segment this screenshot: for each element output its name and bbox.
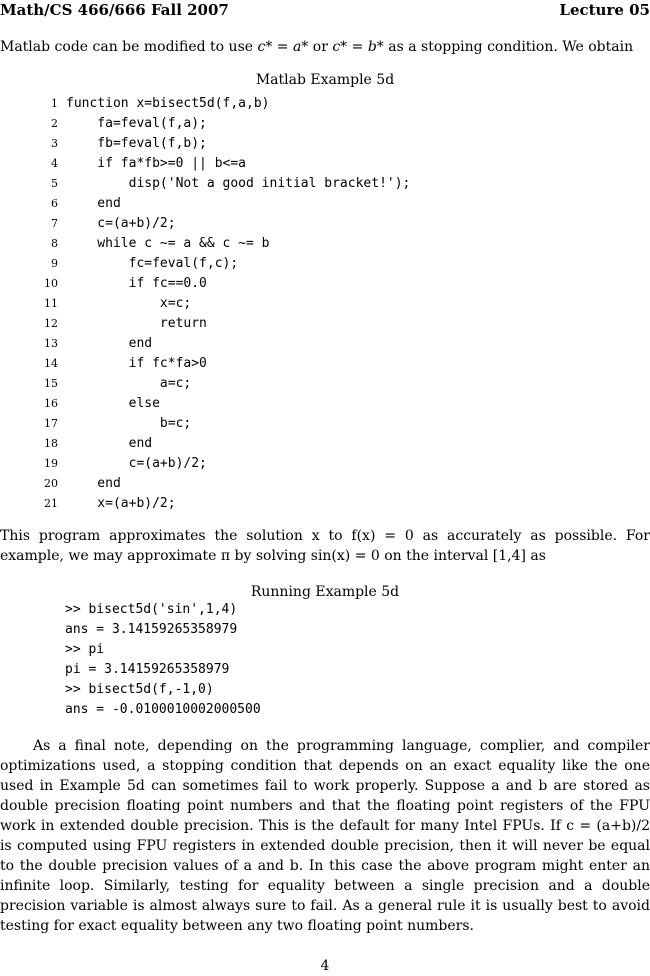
line-number: 14	[44, 357, 58, 370]
header-course: Math/CS 466/666 Fall 2007	[0, 1, 229, 19]
line-number: 6	[51, 197, 58, 210]
console-line: >> bisect5d('sin',1,4)	[65, 602, 238, 617]
line-number: 16	[44, 397, 58, 410]
line-number: 4	[51, 157, 58, 170]
code-line	[0, 274, 650, 294]
line-number: 8	[51, 237, 58, 250]
code-line	[0, 414, 650, 434]
code-text: if fc==0.0	[66, 276, 207, 291]
page-number: 4	[320, 958, 330, 974]
code-line	[0, 314, 650, 334]
intro-math-2: c* = b*	[332, 39, 384, 55]
code-text: if fc*fa>0	[66, 356, 207, 371]
running-example	[65, 600, 261, 720]
line-number: 3	[51, 137, 58, 150]
line-number: 15	[44, 377, 58, 390]
header-lecture: Lecture 05	[559, 1, 650, 19]
line-number: 7	[51, 217, 58, 230]
code-text: end	[66, 476, 121, 491]
paragraph-final-note: As a final note, depending on the programming language, complier, and compiler optimizations used, a stopping condition that depends on an exact equality like the one used in Example 5d can sometimes fail to work properly. Suppose a and b are stored as double precision floating point numbers and that the floating point registers of the FPU work in extended double precision. This is the default for many Intel FPUs. If c = (a+b)/2 is computed using FPU registers in extended double precision, then it will never be equal to the double precision values of a and b. In this case the above program might enter an infinite loop. Similarly, testing for equality between a single precision and a double precision variable is almost always sure to fail. As a general rule it is usually best to avoid testing for exact equality between any two floating point numbers.	[0, 738, 650, 934]
code-text: while c ~= a && c ~= b	[66, 236, 270, 251]
code-text: x=(a+b)/2;	[66, 496, 176, 511]
code-line	[0, 254, 650, 274]
code-line	[0, 134, 650, 154]
line-number: 10	[44, 277, 58, 290]
code-text: fc=feval(f,c);	[66, 256, 239, 271]
line-number: 12	[44, 317, 58, 330]
code-text: c=(a+b)/2;	[66, 456, 207, 471]
console-line: ans = 3.14159265358979	[65, 622, 238, 637]
line-number: 18	[44, 437, 58, 450]
console-line: pi = 3.14159265358979	[65, 662, 230, 677]
code-line	[0, 394, 650, 414]
code-line	[0, 114, 650, 134]
code-text: function x=bisect5d(f,a,b)	[66, 96, 270, 111]
console-line: ans = -0.0100010002000500	[65, 702, 261, 717]
code-text: b=c;	[66, 416, 192, 431]
code-text: end	[66, 436, 153, 451]
intro-middle: or	[308, 39, 333, 55]
code-line	[0, 294, 650, 314]
code-line	[0, 434, 650, 454]
code-line	[0, 474, 650, 494]
code-line	[0, 374, 650, 394]
line-number: 17	[44, 417, 58, 430]
code-line	[0, 494, 650, 514]
code-text: end	[66, 196, 121, 211]
code-text: else	[66, 396, 160, 411]
intro-sentence	[0, 38, 650, 56]
line-number: 5	[51, 177, 58, 190]
code-line	[0, 154, 650, 174]
running-caption: Running Example 5d	[250, 584, 400, 600]
code-line	[0, 454, 650, 474]
code-line	[0, 334, 650, 354]
code-text: c=(a+b)/2;	[66, 216, 176, 231]
code-line	[0, 214, 650, 234]
line-number: 19	[44, 457, 58, 470]
code-text: fb=feval(f,b);	[66, 136, 207, 151]
code-line	[0, 354, 650, 374]
line-number: 9	[51, 257, 58, 270]
console-line: >> pi	[65, 642, 105, 657]
code-line	[0, 94, 650, 114]
line-number: 21	[44, 497, 58, 510]
intro-prefix: Matlab code can be modified to use	[0, 39, 258, 55]
code-listing	[0, 94, 650, 514]
code-line	[0, 174, 650, 194]
console-line: >> bisect5d(f,-1,0)	[65, 682, 214, 697]
code-line	[0, 194, 650, 214]
intro-math-1: c* = a*	[257, 39, 309, 55]
line-number: 1	[51, 97, 58, 110]
code-text: disp('Not a good initial bracket!');	[66, 176, 411, 191]
line-number: 13	[44, 337, 58, 350]
code-text: x=c;	[66, 296, 192, 311]
paragraph-approximation: This program approximates the solution x to f(x) = 0 as accurately as possible. For example, we may approximate π by solving sin(x) = 0 on the interval [1,4] as	[0, 528, 650, 564]
code-text: return	[66, 316, 207, 331]
line-number: 20	[44, 477, 58, 490]
code-text: a=c;	[66, 376, 192, 391]
intro-suffix: as a stopping condition. We obtain	[383, 39, 634, 55]
code-line	[0, 234, 650, 254]
code-text: if fa*fb>=0 || b<=a	[66, 156, 247, 171]
example-caption: Matlab Example 5d	[255, 72, 395, 88]
code-text: end	[66, 336, 153, 351]
line-number: 11	[44, 297, 58, 310]
code-text: fa=feval(f,a);	[66, 116, 207, 131]
line-number: 2	[51, 117, 58, 130]
